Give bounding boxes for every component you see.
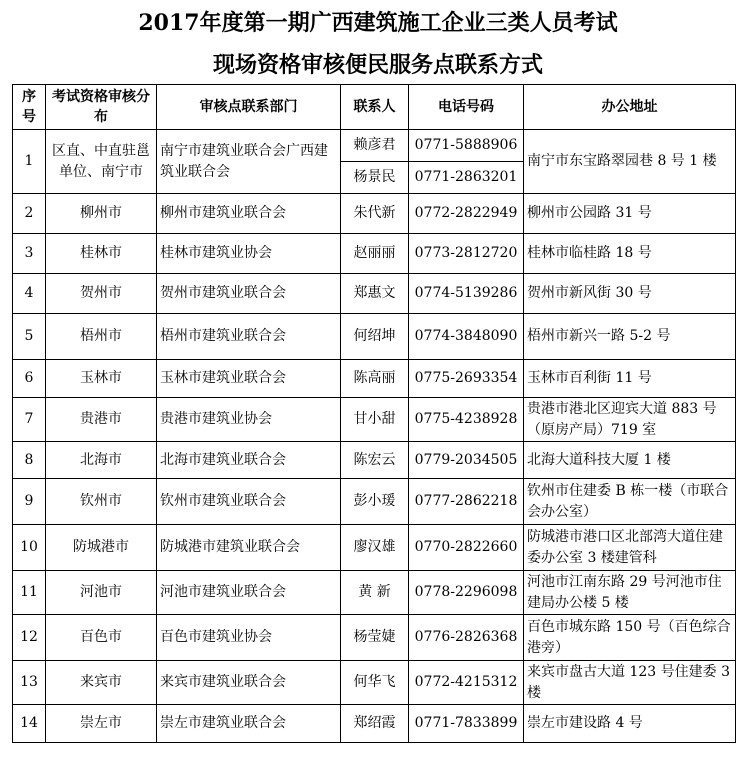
- contact-table: [12, 84, 736, 743]
- row-no: 1: [13, 130, 46, 194]
- document-title: 2017年度第一期广西建筑施工企业三类人员考试: [138, 10, 618, 36]
- table-row: [13, 398, 736, 442]
- row-dept: 百色市建筑业协会: [157, 615, 341, 661]
- row-area: 百色市: [46, 615, 157, 661]
- row-dept: 来宾市建筑业联合会: [157, 661, 341, 705]
- header-address: 办公地址: [524, 85, 736, 130]
- row-no: 8: [13, 442, 46, 479]
- row-no: 4: [13, 274, 46, 314]
- table-row: [13, 571, 736, 615]
- row-phone: 0774-5139286: [409, 274, 524, 314]
- row-contact: 陈高丽: [341, 360, 409, 398]
- table-row: [13, 442, 736, 479]
- row-area: 区直、中直驻邕单位、南宁市: [46, 130, 157, 194]
- row-dept: 贺州市建筑业联合会: [157, 274, 341, 314]
- table-header-row: [13, 85, 736, 130]
- row-address: 防城港市港口区北部湾大道住建委办公室 3 楼建管科: [524, 525, 736, 571]
- table-row: [13, 479, 736, 525]
- row-address: 玉林市百利街 11 号: [524, 360, 736, 398]
- row-address: 柳州市公园路 31 号: [524, 194, 736, 234]
- row-address: 梧州市新兴一路 5-2 号: [524, 314, 736, 360]
- row-dept: 崇左市建筑业联合会: [157, 705, 341, 743]
- header-contact: 联系人: [341, 85, 409, 130]
- row-contact: 赵丽丽: [341, 234, 409, 274]
- table-row: [13, 360, 736, 398]
- row-no: 14: [13, 705, 46, 743]
- table-row: [13, 274, 736, 314]
- row-address: 崇左市建设路 4 号: [524, 705, 736, 743]
- document-subtitle: 现场资格审核便民服务点联系方式: [212, 52, 543, 78]
- row-phone: 0776-2826368: [409, 615, 524, 661]
- row-area: 钦州市: [46, 479, 157, 525]
- row-dept: 柳州市建筑业联合会: [157, 194, 341, 234]
- row-area: 柳州市: [46, 194, 157, 234]
- row-contact: 杨景民: [341, 162, 409, 194]
- row-contact: 杨莹婕: [341, 615, 409, 661]
- row-no: 11: [13, 571, 46, 615]
- row-no: 2: [13, 194, 46, 234]
- row-area: 玉林市: [46, 360, 157, 398]
- row-area: 贺州市: [46, 274, 157, 314]
- row-phone: 0778-2296098: [409, 571, 524, 615]
- row-contact: 朱代新: [341, 194, 409, 234]
- row-address: 百色市城东路 150 号（百色综合港旁）: [524, 615, 736, 661]
- row-phone: 0777-2862218: [409, 479, 524, 525]
- table-row: [13, 130, 736, 162]
- row-phone: 0779-2034505: [409, 442, 524, 479]
- row-no: 10: [13, 525, 46, 571]
- row-address: 南宁市东宝路翠园巷 8 号 1 楼: [524, 130, 736, 194]
- row-address: 贵港市港北区迎宾大道 883 号（原房产局）719 室: [524, 398, 736, 442]
- row-contact: 陈宏云: [341, 442, 409, 479]
- row-contact: 郑绍霞: [341, 705, 409, 743]
- row-phone: 0775-2693354: [409, 360, 524, 398]
- header-phone: 电话号码: [409, 85, 524, 130]
- row-dept: 梧州市建筑业联合会: [157, 314, 341, 360]
- row-address: 桂林市临桂路 18 号: [524, 234, 736, 274]
- row-no: 5: [13, 314, 46, 360]
- row-contact: 彭小瑗: [341, 479, 409, 525]
- row-phone: 0771-7833899: [409, 705, 524, 743]
- row-contact: 赖彦君: [341, 130, 409, 162]
- row-phone: 0772-2822949: [409, 194, 524, 234]
- row-phone: 0775-4238928: [409, 398, 524, 442]
- row-address: 来宾市盘古大道 123 号住建委 3 楼: [524, 661, 736, 705]
- row-no: 3: [13, 234, 46, 274]
- row-dept: 桂林市建筑业协会: [157, 234, 341, 274]
- row-no: 12: [13, 615, 46, 661]
- row-contact: 廖汉雄: [341, 525, 409, 571]
- row-address: 河池市江南东路 29 号河池市住建局办公楼 5 楼: [524, 571, 736, 615]
- row-address: 北海大道科技大厦 1 楼: [524, 442, 736, 479]
- table-row: [13, 525, 736, 571]
- row-phone: 0774-3848090: [409, 314, 524, 360]
- row-contact: 何华飞: [341, 661, 409, 705]
- row-phone: 0770-2822660: [409, 525, 524, 571]
- table-row: [13, 194, 736, 234]
- row-phone: 0771-5888906: [409, 130, 524, 162]
- row-dept: 贵港市建筑业协会: [157, 398, 341, 442]
- row-address: 贺州市新风街 30 号: [524, 274, 736, 314]
- table-row: [13, 615, 736, 661]
- header-dept: 审核点联系部门: [157, 85, 341, 130]
- row-dept: 南宁市建筑业联合会广西建筑业联合会: [157, 130, 341, 194]
- row-dept: 防城港市建筑业联合会: [157, 525, 341, 571]
- row-dept: 河池市建筑业联合会: [157, 571, 341, 615]
- table-row: [13, 705, 736, 743]
- row-address: 钦州市住建委 B 栋一楼（市联合会办公室）: [524, 479, 736, 525]
- row-dept: 钦州市建筑业联合会: [157, 479, 341, 525]
- row-contact: 黄 新: [341, 571, 409, 615]
- row-area: 桂林市: [46, 234, 157, 274]
- row-area: 河池市: [46, 571, 157, 615]
- row-contact: 何绍坤: [341, 314, 409, 360]
- row-area: 北海市: [46, 442, 157, 479]
- row-area: 来宾市: [46, 661, 157, 705]
- row-phone: 0771-2863201: [409, 162, 524, 194]
- table-row: [13, 314, 736, 360]
- header-area: 考试资格审核分布: [46, 85, 157, 130]
- table-row: [13, 234, 736, 274]
- row-no: 9: [13, 479, 46, 525]
- row-dept: 北海市建筑业联合会: [157, 442, 341, 479]
- row-dept: 玉林市建筑业联合会: [157, 360, 341, 398]
- row-area: 贵港市: [46, 398, 157, 442]
- row-no: 7: [13, 398, 46, 442]
- row-area: 崇左市: [46, 705, 157, 743]
- row-contact: 甘小甜: [341, 398, 409, 442]
- header-no: 序号: [13, 85, 46, 130]
- row-area: 梧州市: [46, 314, 157, 360]
- table-row: [13, 661, 736, 705]
- row-no: 6: [13, 360, 46, 398]
- row-no: 13: [13, 661, 46, 705]
- row-contact: 郑惠文: [341, 274, 409, 314]
- row-area: 防城港市: [46, 525, 157, 571]
- row-phone: 0773-2812720: [409, 234, 524, 274]
- row-phone: 0772-4215312: [409, 661, 524, 705]
